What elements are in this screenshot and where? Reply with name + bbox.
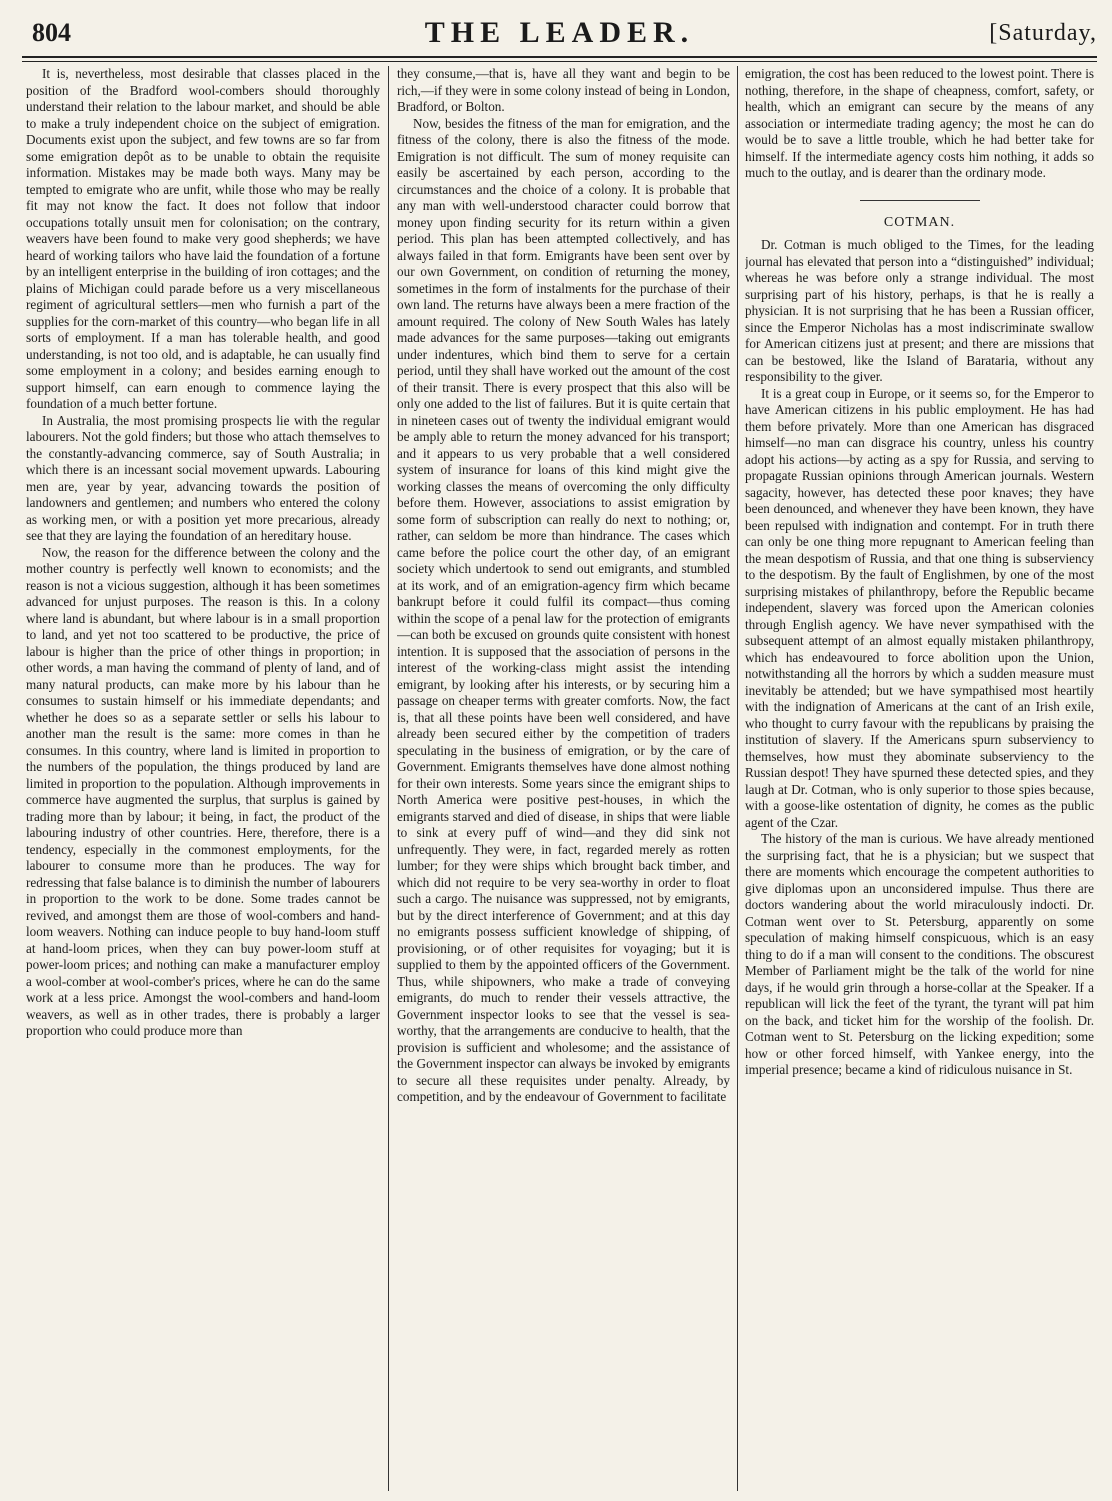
- column-2: [397, 66, 730, 1491]
- column-divider: [388, 66, 389, 1491]
- paragraph: The history of the man is curious. We have already mentioned the surprising fact, that he is a physician; but we suspect that there are moments which encourage the competent authorities to give diplomas upon an unconsidered impulse. Thus there are doctors wandering about the world miraculously indocti. Dr. Cotman went over to St. Petersburg, apparently on some speculation of making himself conspicuous, which is an easy thing to do if a man will consent to the conditions. The obscurest Member of Parliament might be the talk of the world for nine days, if he would grin through a horse-collar at the Speaker. If a republican will lick the feet of the tyrant, the tyrant will pat him on the back, and ticket him for the worship of the foolish. Dr. Cotman went to St. Petersburg on the licking expedition; some how or other forced himself, with Yankee energy, into the imperial presence; became a kind of ridiculous nuisance in St.: [745, 831, 1094, 1077]
- masthead-rule: [22, 56, 1097, 58]
- paragraph: Now, besides the fitness of the man for emigration, and the fitness of the colony, there is also the fitness of the mode. Emigration is not difficult. The sum of money requisite can easily be ascertained by each person, according to the circumstances and the choice of a colony. It is probable that any man with well-understood character could borrow that money upon finding security for its return within a given period. This plan has been attempted collectively, and has always failed in that form. Emigrants have been sent over by our own Government, on condition of returning the money, sometimes in the form of instalments for the purchase of their own land. The returns have always been a mere fraction of the amount required. The colony of New South Wales has lately made advances for the same purposes—taking out emigrants under indentures, which bind them to serve for a certain period, until they shall have worked out the amount of the cost of their transit. There is every prospect that this also will be only one added to the list of failures. But it is quite certain that in nineteen cases out of twenty the individual emigrant would be amply able to return the money advanced for his transport; and it appears to us very probable that a well considered system of insurance for loans of this kind might give the working classes the means of overcoming the only difficulty before them. However, associations to assist emigration by some form of subscription can really do next to nothing; or, rather, can seldom be more than hindrance. The cases which came before the police court the other day, of an emigrant society which undertook to send out emigrants, and stumbled at its work, and of an emigration-agency firm which became bankrupt before it could fulfil its compact—thus coming within the scope of a penal law for the protection of emigrants—can both be excused on grounds quite consistent with honest intention. It is supposed that the association of persons in the interest of the working-class might assist the intending emigrant, by looking after his interests, or by securing him a passage on cheaper terms with greater comforts. Now, the fact is, that all these points have been well considered, and have already been secured either by the competition of traders speculating in the business of emigration, or by the care of Government. Emigrants themselves have done almost nothing for their own interests. Some years since the emigrant ships to North America were positive pest-houses, in which the emigrants starved and died of disease, in ships that were liable to sink at every puff of wind—and they did sink not unfrequently. They were, in fact, regarded merely as rotten lumber; for they were ships which brought back timber, and which did not require to be very sea-worthy in order to float such a cargo. The nuisance was suppressed, not by emigrants, but by the direct interference of Government; and at this day no emigrants possess sufficient knowledge of shipping, of provisioning, or of other requisites for voyaging; but it is supplied to them by the appointed officers of the Government. Thus, while shipowners, who make a trade of conveying emigrants, do much to render their vessels attractive, the Government inspector looks to see that the vessel is sea-worthy, that the arrangements are conducive to health, that the provision is sufficient and wholesome; and the assistance of the Government inspector can always be invoked by emigrants to secure all these requisites under penalty. Already, by competition, and by the endeavour of Government to facilitate: [397, 115, 730, 1104]
- paragraph: they consume,—that is, have all they want and begin to be rich,—if they were in some colony instead of being in London, Bradford, or Bolton.: [397, 66, 730, 114]
- paragraph: In Australia, the most promising prospects lie with the regular labourers. Not the gold finders; but those who attach themselves to the constantly-advancing commerce, say of South Australia; in which there is an incessant social movement upwards. Labouring men are, year by year, advancing towards the position of landowners and gentlemen; and numbers who entered the colony as working men, or with a position yet more precarious, already see that they are laying the foundation of an hereditary house.: [26, 412, 380, 543]
- section-heading-cotman: COTMAN.: [883, 214, 956, 230]
- paragraph: emigration, the cost has been reduced to the lowest point. There is nothing, therefore, in the shape of cheapness, comfort, safety, or health, which an emigrant can secure by the means of any association or intermediate trading agency; the most he can do would be to save a little trouble, which he had better take for himself. If the intermediate agency costs him nothing, it adds so much to the outlay, and is dearer than the ordinary mode.: [745, 66, 1094, 180]
- paper-title: THE LEADER.: [424, 16, 695, 49]
- column-1: [26, 66, 380, 1491]
- paragraph: It is, nevertheless, most desirable that classes placed in the position of the Bradford wool-combers should thoroughly understand their relation to the labour market, and should be able to make a truly independent choice on the subject of emigration. Documents exist upon the subject, and few towns are so far from some emigration depôt as to be unable to obtain the requisite information. Mistakes may be made both ways. Many may be tempted to emigrate who are unfit, while those who may be really fit may not know the fact. It does not follow that indoor occupations totally unsuit men for colonisation; on the contrary, weavers have been found to make very good shepherds; we have heard of working tailors who have laid the foundation of a fortune by an intelligent enterprise in the building of iron cottages; and the plains of Michigan could parade before us a very miscellaneous regiment of agricultural settlers—men who furnish a part of the supplies for the corn-market of this country—who began life in all sorts of employment. If a man has tolerable health, and good understanding, is not too old, and is adaptable, he can usually find some employment in a colony; and besides earning enough to support himself, can earn enough to commence laying the foundation of a much better fortune.: [26, 66, 380, 411]
- article-columns: [26, 66, 1094, 1491]
- paragraph: Now, the reason for the difference between the colony and the mother country is perfectly well known to economists; and the reason is not a vicious suggestion, although it has been sometimes advanced for unjust purposes. The reason is this. In a colony where land is abundant, but where labour is in a small proportion to land, and yet not too scattered to be productive, the price of labour is higher than the price of other things in proportion; in other words, a man having the command of plenty of land, and of many natural products, can make more by his labour than he consumes to sustain himself or his immediate dependants; and whether he does so as a separate settler or sells his labour to another man the result is the same: more comes in than he consumes. In this country, where land is limited in proportion to the numbers of the population, the things produced by land are limited in proportion to the population. Although improvements in commerce have augmented the surplus, that surplus is gained by trading more than by labour; it being, in fact, the product of the labouring industry of other countries. Here, therefore, there is a tendency, especially in the commonest employments, for the labourer to consume more than he produces. The way for redressing that false balance is to diminish the number of labourers in proportion to the work to be done. Some trades cannot be revived, and amongst them are those of wool-combers and hand-loom weavers. Nothing can induce people to buy hand-loom stuff at hand-loom prices, when they can buy power-loom stuff at power-loom prices; and nothing can make a manufacturer employ a wool-comber at wool-comber's prices, where he can do the same work at a less price. Amongst the wool-combers and hand-loom weavers, as well as in other trades, there is probably a larger proportion who could produce more than: [26, 544, 380, 1038]
- paragraph: Dr. Cotman is much obliged to the Times, for the leading journal has elevated that person into a “distinguished” individual; whereas he was before only a strange individual. The most surprising part of his history, perhaps, is that he is really a physician. It is not surprising that he has been a Russian officer, since the Emperor Nicholas has a most indiscriminate swallow for American citizens just at present; and there are missions that can be bestowed, like the Island of Barataria, without any responsibility to the giver.: [745, 237, 1094, 384]
- masthead-rule-thin: [22, 61, 1097, 62]
- column-3: [745, 66, 1094, 1491]
- paragraph: It is a great coup in Europe, or it seems so, for the Emperor to have American citizens in his public employment. He has had them before privately. More than one American has disgraced himself—no man can disgrace his country, unless his country adopt his actions—by acting as a spy for Russia, and serving to propagate Russian opinions through American journals. Western sagacity, however, has detected these poor knaves; they have been denounced, and whenever they have been known, they have been repulsed with indignation and contempt. For in truth there can only be one thing more repugnant to American feeling than the mean despotism of Russia, and that one thing is subserviency to the despotism. By the fault of Englishmen, by one of the most surprising mistakes of philanthropy, before the Republic became independent, slavery was forced upon the American colonies through English agency. We have never sympathised with the subsequent attempt of an almost equally mistaken philanthropy, which has endeavoured to force abolition upon the Union, notwithstanding all the horrors by which a sudden measure must inevitably be attended; but we have sympathised most heartily with the indignation of Americans at the cant of an Irish exile, who thought to curry favour with the republicans by praising the institution of slavery. If the Americans spurn subserviency to themselves, how must they abominate subserviency to the Russian despot! They have spurned these detected spies, and they laugh at Dr. Cotman, who is only superior to those spies because, with a goose-like ostentation of dignity, he comes as the public agent of the Czar.: [745, 385, 1094, 830]
- column-divider: [737, 66, 738, 1491]
- page-number: 804: [32, 18, 71, 47]
- issue-day: [Saturday,: [989, 20, 1097, 46]
- masthead: [22, 8, 1097, 56]
- section-divider: [860, 200, 980, 201]
